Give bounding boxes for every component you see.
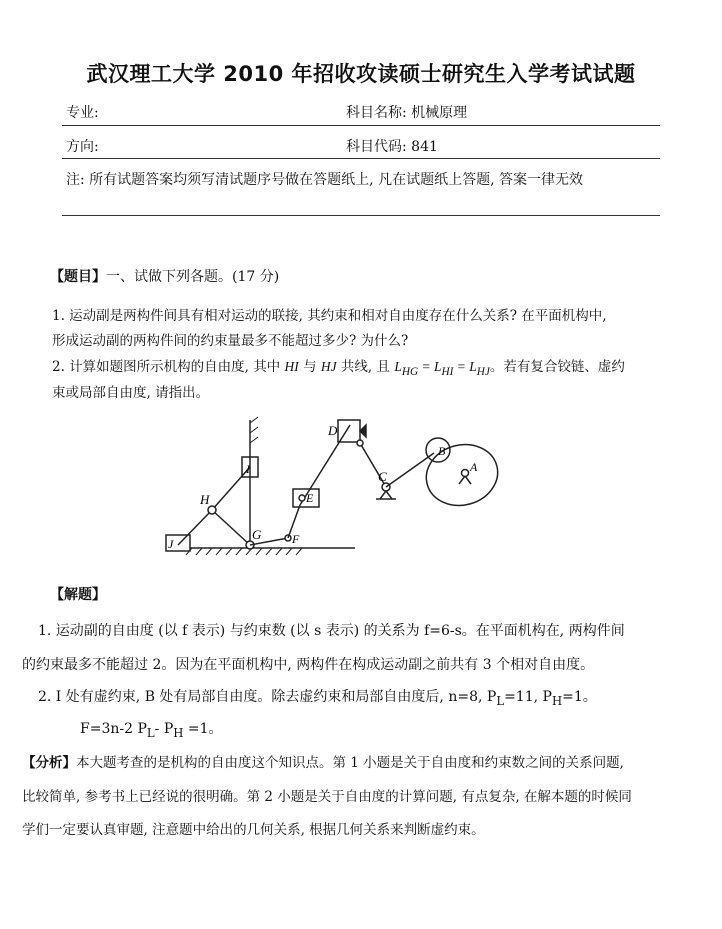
mechanism-diagram bbox=[150, 405, 520, 585]
label-j: J bbox=[168, 537, 174, 551]
answer-1-line-1: 1. 运动副的自由度 (以 f 表示) 与约束数 (以 s 表示) 的关系为 f=6-s。在平面机构在, 两构件间 bbox=[38, 623, 625, 639]
answer-2-formula: F=3n-2 $P_L-$ $P_H =1$。 bbox=[80, 721, 223, 740]
answer-1-line-2: 的约束最多不能超过 2。因为在平面机构中, 两构件在构成运动副之前共有 3 个相对自由度。 bbox=[22, 657, 595, 673]
label-c: C bbox=[378, 469, 387, 484]
label-h: H bbox=[200, 492, 210, 507]
a-support-right bbox=[465, 476, 471, 484]
question-title: 一、试做下列各题。(17 分) bbox=[106, 269, 280, 285]
direction-label: 方向: bbox=[66, 139, 99, 155]
question-2-line-2: 束或局部自由度, 请指出。 bbox=[52, 385, 210, 401]
subject-label: 科目名称: 机械原理 bbox=[346, 105, 468, 121]
ground-hatch bbox=[186, 548, 302, 555]
divider bbox=[62, 125, 660, 126]
label-g: G bbox=[252, 527, 262, 542]
label-e: E bbox=[306, 491, 314, 505]
a-support-left bbox=[459, 476, 465, 484]
link-hi bbox=[212, 467, 250, 510]
c-support-right bbox=[386, 491, 392, 499]
code-label: 科目代码: 841 bbox=[346, 139, 438, 155]
question-1-line-2: 形成运动副的两构件间的约束量最多不能超过多少? 为什么? bbox=[52, 333, 409, 349]
question-2-line-1: 2. 计算如题图所示机构的自由度, 其中 HI 与 HJ 共线, 且 $L_{HG} = L_{HI} = L_{HJ}$。若有复合铰链、虚约 bbox=[52, 359, 625, 378]
label-i: I bbox=[246, 462, 250, 476]
joint-a bbox=[462, 470, 469, 477]
page-title: 武汉理工大学 2010 年招收攻读硕士研究生入学考试试题 bbox=[86, 62, 636, 86]
question-tag: 【题目】 bbox=[50, 269, 106, 285]
joint-dc bbox=[357, 440, 363, 446]
answer-2-line-1: 2. I 处有虚约束, B 处有局部自由度。除去虚约束和局部自由度后, n=8, $P_L=11$, $P_H=1$。 bbox=[38, 689, 597, 708]
analysis-line-3: 学们一定要认真审题, 注意题中给出的几何关系, 根据几何关系来判断虚约束。 bbox=[22, 822, 485, 838]
link-hg bbox=[212, 510, 250, 545]
guide-hatch bbox=[250, 417, 258, 443]
joint-h bbox=[208, 506, 216, 514]
label-f: F bbox=[292, 532, 300, 546]
solution-tag: 【解题】 bbox=[50, 587, 106, 603]
link-hj bbox=[178, 510, 212, 545]
question-heading bbox=[50, 266, 279, 286]
exam-note: 注: 所有试题答案均须写清试题序号做在答题纸上, 凡在试题纸上答题, 答案一律无效 bbox=[66, 172, 583, 188]
divider bbox=[62, 215, 660, 216]
major-label: 专业: bbox=[66, 105, 99, 121]
analysis-tag: 【分析】 bbox=[22, 755, 76, 771]
label-d: D bbox=[328, 423, 338, 438]
divider bbox=[62, 158, 660, 159]
d-ground-mark bbox=[360, 425, 366, 437]
analysis-line-2: 比较简单, 参考书上已经说的很明确。第 2 小题是关于自由度的计算问题, 有点复杂, 在解本题的时候同 bbox=[22, 789, 632, 805]
joint-e bbox=[299, 495, 305, 501]
question-1-line-1: 1. 运动副是两构件间具有相对运动的联接, 其约束和相对自由度存在什么关系? 在平面机构中, bbox=[52, 308, 607, 324]
label-b: B bbox=[438, 444, 446, 458]
label-a: A bbox=[470, 460, 478, 474]
c-support-left bbox=[380, 491, 386, 499]
analysis-line-1: 【分析】本大题考查的是机构的自由度这个知识点。第 1 小题是关于自由度和约束数之间的关系问题, bbox=[22, 755, 624, 771]
